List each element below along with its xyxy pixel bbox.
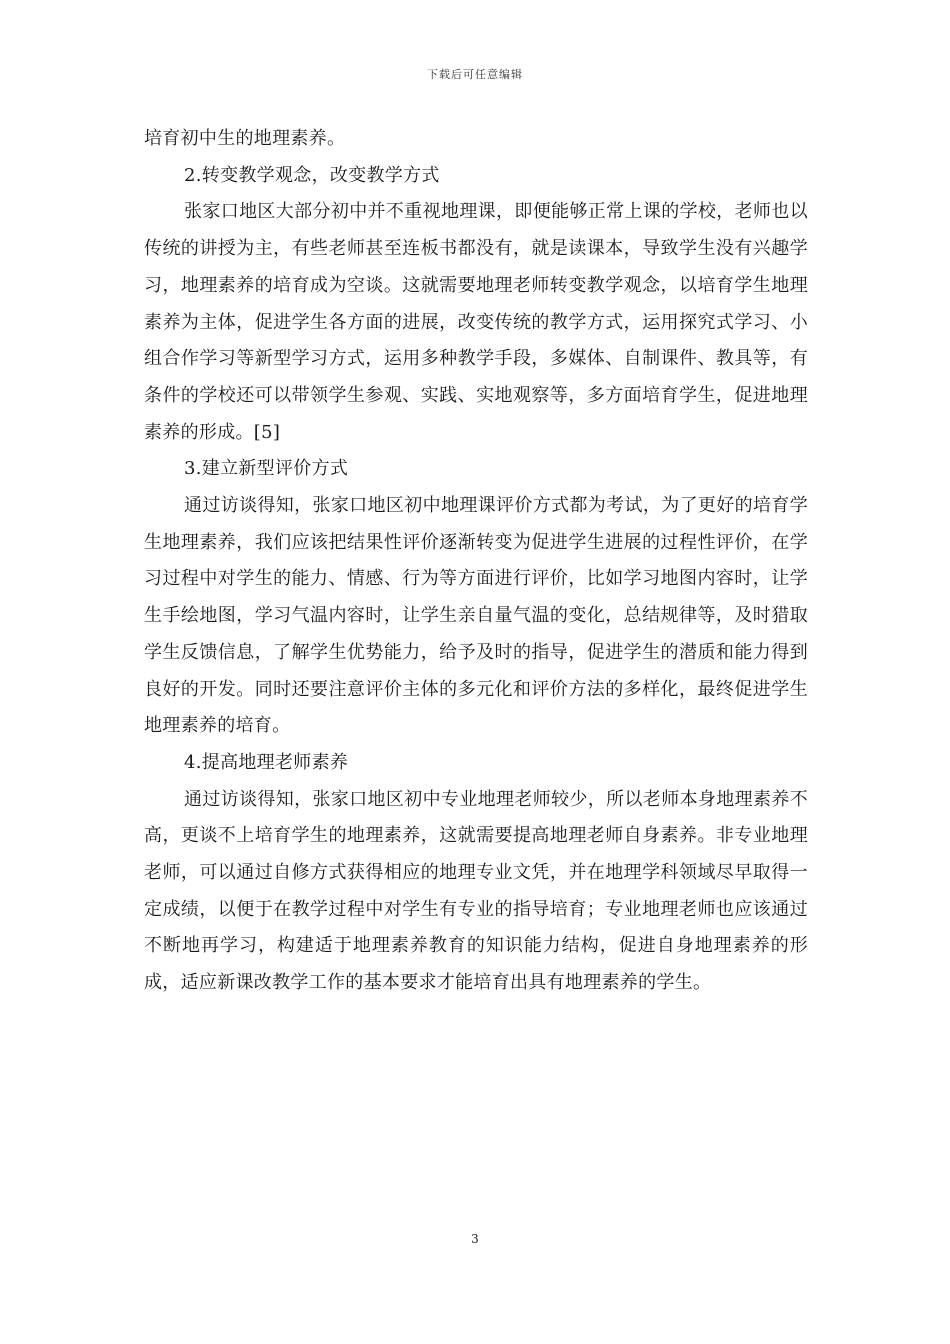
page-header: 下载后可任意编辑 xyxy=(427,68,523,81)
section-heading-3: 3.建立新型评价方式 xyxy=(184,458,349,480)
paragraph-teacher-quality: 通过访谈得知，张家口地区初中专业地理老师较少，所以老师本身地理素养不高，更谈不上培育学生的地理素养，这就需要提高地理老师自身素养。非专业地理老师，可以通过自修方式获得相应的地理专业文凭，并在地理学科领域尽早取得一定成绩，以便于在教学过程中对学生有专业的指导培育；专业地理老师也应该通过不断地再学习，构建适于地理素养教育的知识能力结构，促进自身地理素养的形成，适应新课改教学工作的基本要求才能培育出具有地理素养的学生。 xyxy=(144,788,808,994)
document-body xyxy=(144,121,808,1002)
paragraph-continuation: 培育初中生的地理素养。 xyxy=(144,128,346,149)
section-heading-4: 4.提高地理老师素养 xyxy=(184,751,349,773)
section-heading-2: 2.转变教学观念，改变教学方式 xyxy=(184,164,440,186)
paragraph-teaching-method: 张家口地区大部分初中并不重视地理课，即便能够正常上课的学校，老师也以传统的讲授为主，有些老师甚至连板书都没有，就是读课本，导致学生没有兴趣学习，地理素养的培育成为空谈。这就需要地理老师转变教学观念，以培育学生地理素养为主体，促进学生各方面的进展，改变传统的教学方式，运用探究式学习、小组合作学习等新型学习方式，运用多种教学手段，多媒体、自制课件、教具等，有条件的学校还可以带领学生参观、实践、实地观察等，多方面培育学生，促进地理素养的形成。[5] xyxy=(144,201,808,443)
paragraph-evaluation: 通过访谈得知，张家口地区初中地理课评价方式都为考试，为了更好的培育学生地理素养，我们应该把结果性评价逐渐转变为促进学生进展的过程性评价，在学习过程中对学生的能力、情感、行为等方面进行评价，比如学习地图内容时，让学生手绘地图，学习气温内容时，让学生亲自量气温的变化，总结规律等，及时猎取学生反馈信息，了解学生优势能力，给予及时的指导，促进学生的潜质和能力得到良好的开发。同时还要注意评价主体的多元化和评价方法的多样化，最终促进学生地理素养的培育。 xyxy=(144,495,808,737)
page-number: 3 xyxy=(471,1232,479,1246)
